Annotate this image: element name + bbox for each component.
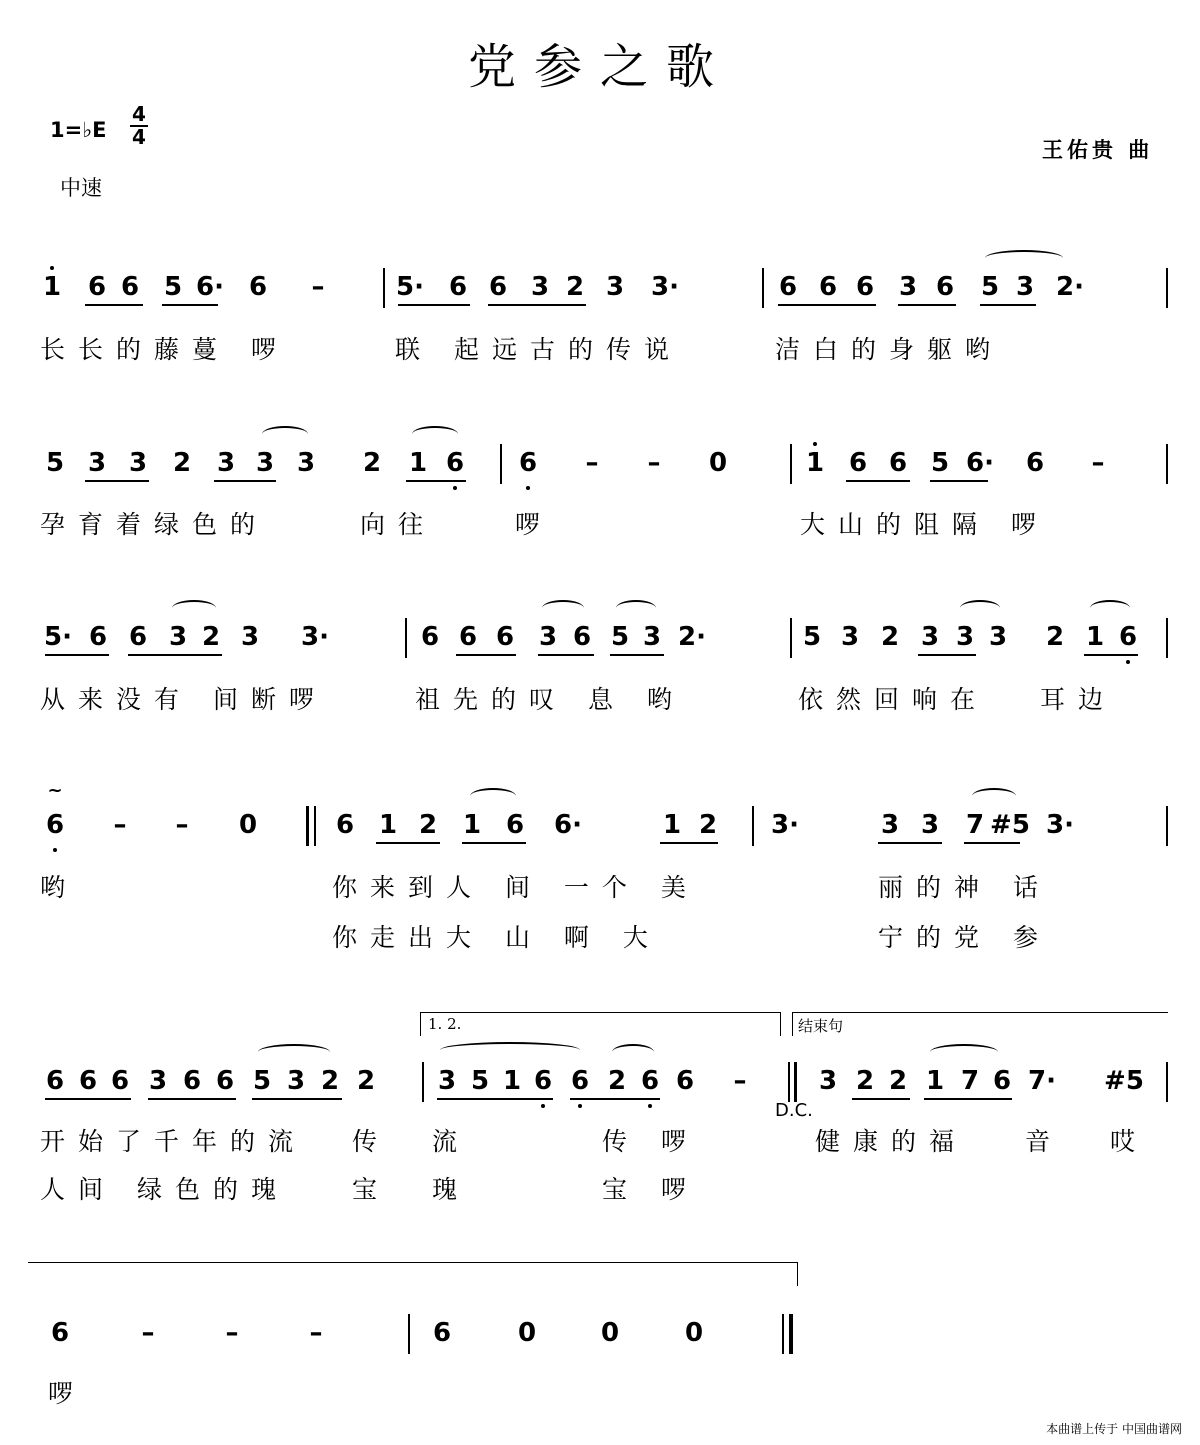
volta-label: 结束句 [798,1017,844,1035]
note: 0 [708,448,728,478]
beam [85,304,143,306]
note: 1 [42,272,62,302]
note: 3· [301,622,329,652]
note: 6 [120,272,140,302]
note: 6 [855,272,875,302]
beam [162,304,218,306]
note: 3· [651,272,679,302]
slur [172,600,216,616]
note: – [141,1318,155,1348]
barline [408,1314,410,1354]
mordent-icon: ~ [47,780,63,801]
octave-dot [813,442,817,446]
note: #5 [1104,1066,1144,1096]
lyric-line: 哟 [40,873,79,902]
slur [262,426,308,442]
octave-dot [1126,660,1130,664]
note: 5 [930,448,950,478]
note: 6 [1118,622,1138,652]
note: 5 [610,622,630,652]
lyric-line: 你来到人 间 一个 美 [332,873,699,902]
note: – [225,1318,239,1348]
lyric-line: 从来没有 间断啰 [40,685,327,714]
lyric-line: 向往 [360,510,437,539]
note: 3 [128,448,148,478]
slur [985,250,1063,266]
slur [612,1044,654,1060]
note: – [309,1318,323,1348]
beam [980,304,1036,306]
octave-dot [50,266,54,270]
note: 3 [240,622,260,652]
note: 7 [965,810,985,840]
note: 0 [600,1318,620,1348]
note: 3 [216,448,236,478]
note: 6 [110,1066,130,1096]
note: 3 [168,622,188,652]
note: 2 [201,622,221,652]
beam [610,654,664,656]
note: 6 [518,448,538,478]
beam [45,1098,131,1100]
note: 6 [248,272,268,302]
slur [470,788,516,804]
note: 3 [538,622,558,652]
beam [85,480,149,482]
note: 2 [888,1066,908,1096]
note: 6 [128,622,148,652]
note: 6 [495,622,515,652]
note: 6 [992,1066,1012,1096]
lyric-line: 洁白的身躯哟 [775,335,1004,364]
volta-bracket [780,1012,781,1036]
repeat-barline [314,806,316,846]
beam [1084,654,1138,656]
note: 6 [445,448,465,478]
barline [762,268,764,308]
beam [45,654,109,656]
note: 6 [848,448,868,478]
note: 6 [458,622,478,652]
staff-row-3 [0,622,1200,662]
barline [790,618,792,658]
beam [148,1098,236,1100]
note: 6· [196,272,224,302]
lyric-line: 大山的阻隔 啰 [800,510,1049,539]
beam [462,842,526,844]
note: – [647,448,661,478]
note: 6 [45,810,65,840]
lyric-line: 耳边 [1040,685,1117,714]
note: 2 [880,622,900,652]
note: 3· [771,810,799,840]
lyric-line: 祖先的叹 息 哟 [415,685,685,714]
note: – [113,810,127,840]
volta-bracket [420,1012,421,1036]
staff-row-5 [0,1066,1200,1106]
note: 3 [530,272,550,302]
beam [398,304,470,306]
dc-marking: D.C. [775,1100,813,1121]
note: 5 [980,272,1000,302]
lyric-line: 音 [1025,1127,1064,1156]
barline [422,1062,424,1102]
lyric-line: 人间 绿色的瑰 [40,1175,289,1204]
note: 3 [840,622,860,652]
note: 6 [215,1066,235,1096]
barline [1166,268,1168,308]
note: 6 [182,1066,202,1096]
note: 3 [437,1066,457,1096]
note: – [175,810,189,840]
note: 7· [1028,1066,1056,1096]
barline [405,618,407,658]
lyric-line: 健康的福 [815,1127,968,1156]
note: 6 [335,810,355,840]
octave-dot [648,1104,652,1108]
tempo-marking: 中速 [60,176,102,200]
note: 6 [488,272,508,302]
slur [412,426,458,442]
key-signature: 1=♭E [50,118,107,142]
note: 3 [955,622,975,652]
note: 5 [163,272,183,302]
site-watermark: 本曲谱上传于 中国曲谱网 [1046,1422,1182,1436]
final-barline [782,1314,784,1354]
lyric-line: 丽的神 话 [878,873,1051,902]
note: – [1091,448,1105,478]
beam [778,304,876,306]
slur [930,1044,998,1060]
note: 6 [888,448,908,478]
note: 3 [255,448,275,478]
note: 5· [396,272,424,302]
barline [1166,618,1168,658]
note: 2 [362,448,382,478]
note: 2 [565,272,585,302]
note: 3 [818,1066,838,1096]
beam [898,304,956,306]
note: 1 [1085,622,1105,652]
time-sig-bottom: 4 [132,125,146,149]
beam [488,304,586,306]
note: 5· [44,622,72,652]
volta-bracket [28,1262,798,1263]
barline [1166,444,1168,484]
note: 6 [675,1066,695,1096]
volta-bracket [792,1012,793,1036]
note: 2 [607,1066,627,1096]
beam [930,480,988,482]
note: 6 [78,1066,98,1096]
final-barline [789,1314,793,1354]
repeat-barline [306,806,309,846]
slur [258,1044,330,1060]
lyric-line: 宝 [352,1175,391,1204]
slur [440,1042,580,1058]
note: 6 [87,272,107,302]
lyric-line: 瑰 [432,1175,471,1204]
note: 1 [925,1066,945,1096]
note: 1 [378,810,398,840]
staff-row-2 [0,448,1200,488]
lyric-line: 传 啰 [602,1127,699,1156]
note: 5 [802,622,822,652]
note: 3 [148,1066,168,1096]
note: 2 [698,810,718,840]
note: 0 [238,810,258,840]
note: 3 [1015,272,1035,302]
volta-bracket [792,1012,1168,1013]
note: 1 [805,448,825,478]
note: 3 [605,272,625,302]
note: 3 [920,622,940,652]
beam [214,480,276,482]
note: 7 [960,1066,980,1096]
lyric-line: 依然回响在 [798,685,989,714]
beam [252,1098,342,1100]
staff-row-6 [0,1318,1200,1358]
note: 3 [898,272,918,302]
note: 3 [87,448,107,478]
lyric-line: 流 [432,1127,471,1156]
note: 6 [505,810,525,840]
volta-bracket [420,1012,780,1013]
note: 6 [570,1066,590,1096]
beam [437,1098,553,1100]
note: 0 [684,1318,704,1348]
octave-dot [453,486,457,490]
note: 3 [286,1066,306,1096]
lyric-line: 长长的藤蔓 啰 [40,335,289,364]
staff-row-4 [0,780,1200,850]
note: 6 [1025,448,1045,478]
repeat-barline [788,1062,790,1102]
note: 2 [1045,622,1065,652]
note: 6 [88,622,108,652]
barline [1166,1062,1168,1102]
note: – [733,1066,747,1096]
note: 3 [296,448,316,478]
note: 2 [356,1066,376,1096]
beam [846,480,910,482]
beam [852,1098,910,1100]
beam [878,842,942,844]
slur [960,600,1000,616]
note: 1 [462,810,482,840]
note: 1 [502,1066,522,1096]
note: – [311,272,325,302]
lyric-line: 你走出大 山 啊 大 [332,923,661,952]
note: 3 [642,622,662,652]
note: 6 [778,272,798,302]
beam [376,842,440,844]
barline [752,806,754,846]
staff-row-1 [0,272,1200,312]
octave-dot [53,848,57,852]
note: 6 [420,622,440,652]
note: 2 [172,448,192,478]
octave-dot [526,486,530,490]
beam [660,842,718,844]
lyric-line: 联 起远古的传说 [395,335,682,364]
repeat-barline [794,1062,797,1102]
note: 3 [920,810,940,840]
note: 6 [448,272,468,302]
lyric-line: 宁的党 参 [878,923,1051,952]
lyric-line: 孕育着绿色的 [40,510,269,539]
note: 2 [320,1066,340,1096]
note: 6 [50,1318,70,1348]
note: 3 [988,622,1008,652]
note: #5 [990,810,1030,840]
note: 2 [418,810,438,840]
beam [538,654,594,656]
lyric-line: 啰 [515,510,554,539]
barline [790,444,792,484]
barline [500,444,502,484]
barline [1166,806,1168,846]
slur [972,788,1016,804]
slur [1090,600,1130,616]
octave-dot [578,1104,582,1108]
note: 1 [408,448,428,478]
note: 6 [818,272,838,302]
note: 6 [935,272,955,302]
note: 6· [966,448,994,478]
octave-dot [541,1104,545,1108]
beam [924,1098,1012,1100]
note: 2· [1056,272,1084,302]
note: 6 [572,622,592,652]
slur [616,600,656,616]
note: 5 [252,1066,272,1096]
lyric-line: 开始了千年的流 [40,1127,307,1156]
note: 2 [855,1066,875,1096]
note: 0 [517,1318,537,1348]
volta-bracket [797,1262,798,1286]
note: 5 [470,1066,490,1096]
note: 2· [678,622,706,652]
note: 6 [533,1066,553,1096]
composer-credit: 王佑贵 曲 [1042,138,1154,162]
time-signature [130,104,148,148]
beam [456,654,516,656]
barline [383,268,385,308]
note: 5 [45,448,65,478]
note: 6· [554,810,582,840]
song-title: 党参之歌 [467,39,732,95]
note: 3 [880,810,900,840]
beam [128,654,222,656]
lyric-line: 哎 [1110,1127,1149,1156]
lyric-line: 宝 啰 [602,1175,699,1204]
note: – [585,448,599,478]
slur [542,600,584,616]
volta-label: 1. 2. [428,1015,462,1033]
note: 6 [640,1066,660,1096]
note: 6 [45,1066,65,1096]
beam [918,654,976,656]
lyric-line: 啰 [48,1379,87,1408]
time-sig-top: 4 [132,102,146,126]
beam [570,1098,660,1100]
beam [406,480,466,482]
lyric-line: 传 [352,1127,391,1156]
beam [964,842,1020,844]
note: 1 [662,810,682,840]
note: 3· [1046,810,1074,840]
note: 6 [432,1318,452,1348]
